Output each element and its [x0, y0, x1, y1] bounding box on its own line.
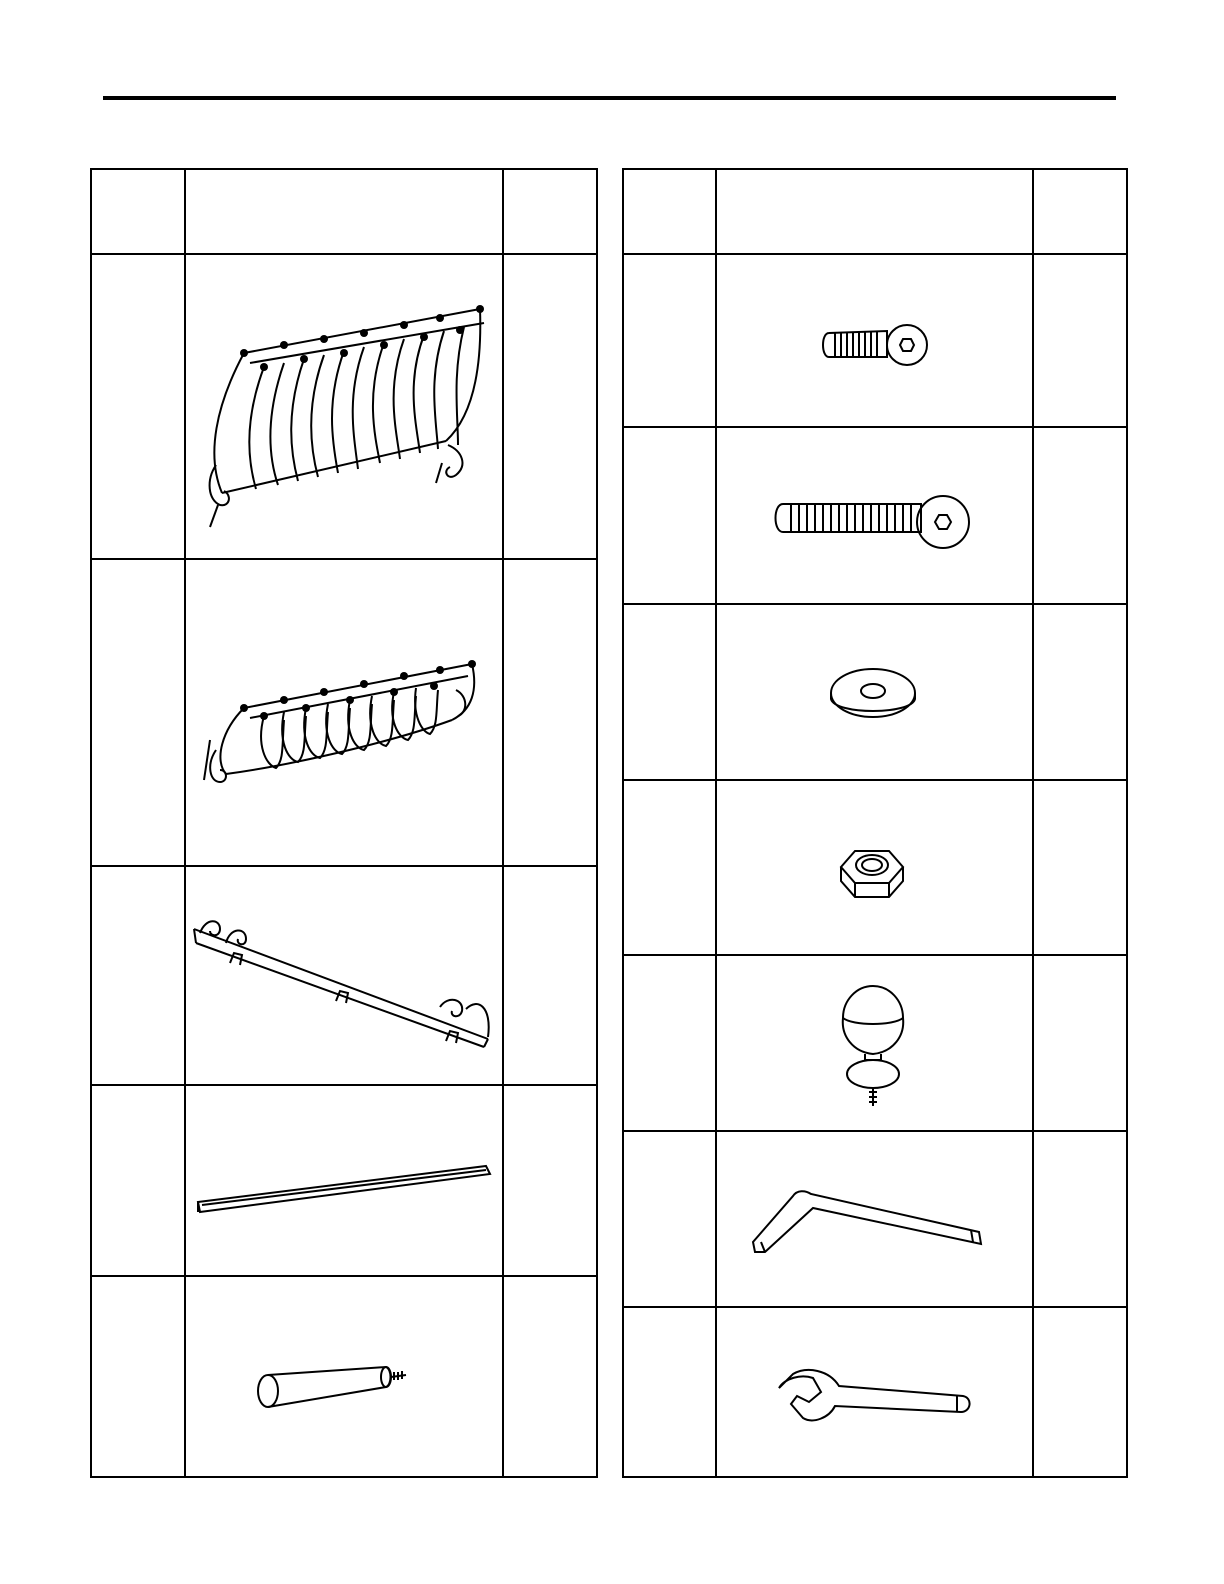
- short-hex-bolt-illustration: [717, 255, 1032, 425]
- long-hex-bolt-illustration: [717, 428, 1032, 603]
- straight-bar-illustration: [186, 1086, 502, 1276]
- table-row: [624, 779, 1126, 954]
- cylindrical-post-illustration: [186, 1277, 502, 1477]
- wrench-illustration: [717, 1308, 1032, 1480]
- table-row: [624, 426, 1126, 603]
- table-row: [92, 253, 596, 558]
- washer-illustration: [717, 605, 1032, 780]
- table-row: [624, 954, 1126, 1130]
- balcony-rail-large-illustration: [186, 255, 502, 555]
- table-row: [92, 558, 596, 865]
- ball-finial-illustration: [717, 956, 1032, 1132]
- hex-nut-illustration: [717, 781, 1032, 956]
- balcony-rail-shallow-illustration: [186, 560, 502, 860]
- table-row: [624, 603, 1126, 779]
- allen-key-illustration: [717, 1132, 1032, 1308]
- table-row: [92, 1275, 596, 1476]
- table-row: [624, 253, 1126, 426]
- table-row: [624, 1130, 1126, 1306]
- parts-table-left: [90, 168, 598, 1478]
- parts-table-right: [622, 168, 1128, 1478]
- table-row: [92, 865, 596, 1084]
- table-row: [624, 1306, 1126, 1478]
- top-rule: [103, 96, 1116, 100]
- mounting-bar-with-scrolls-illustration: [186, 867, 502, 1082]
- table-row: [92, 1084, 596, 1275]
